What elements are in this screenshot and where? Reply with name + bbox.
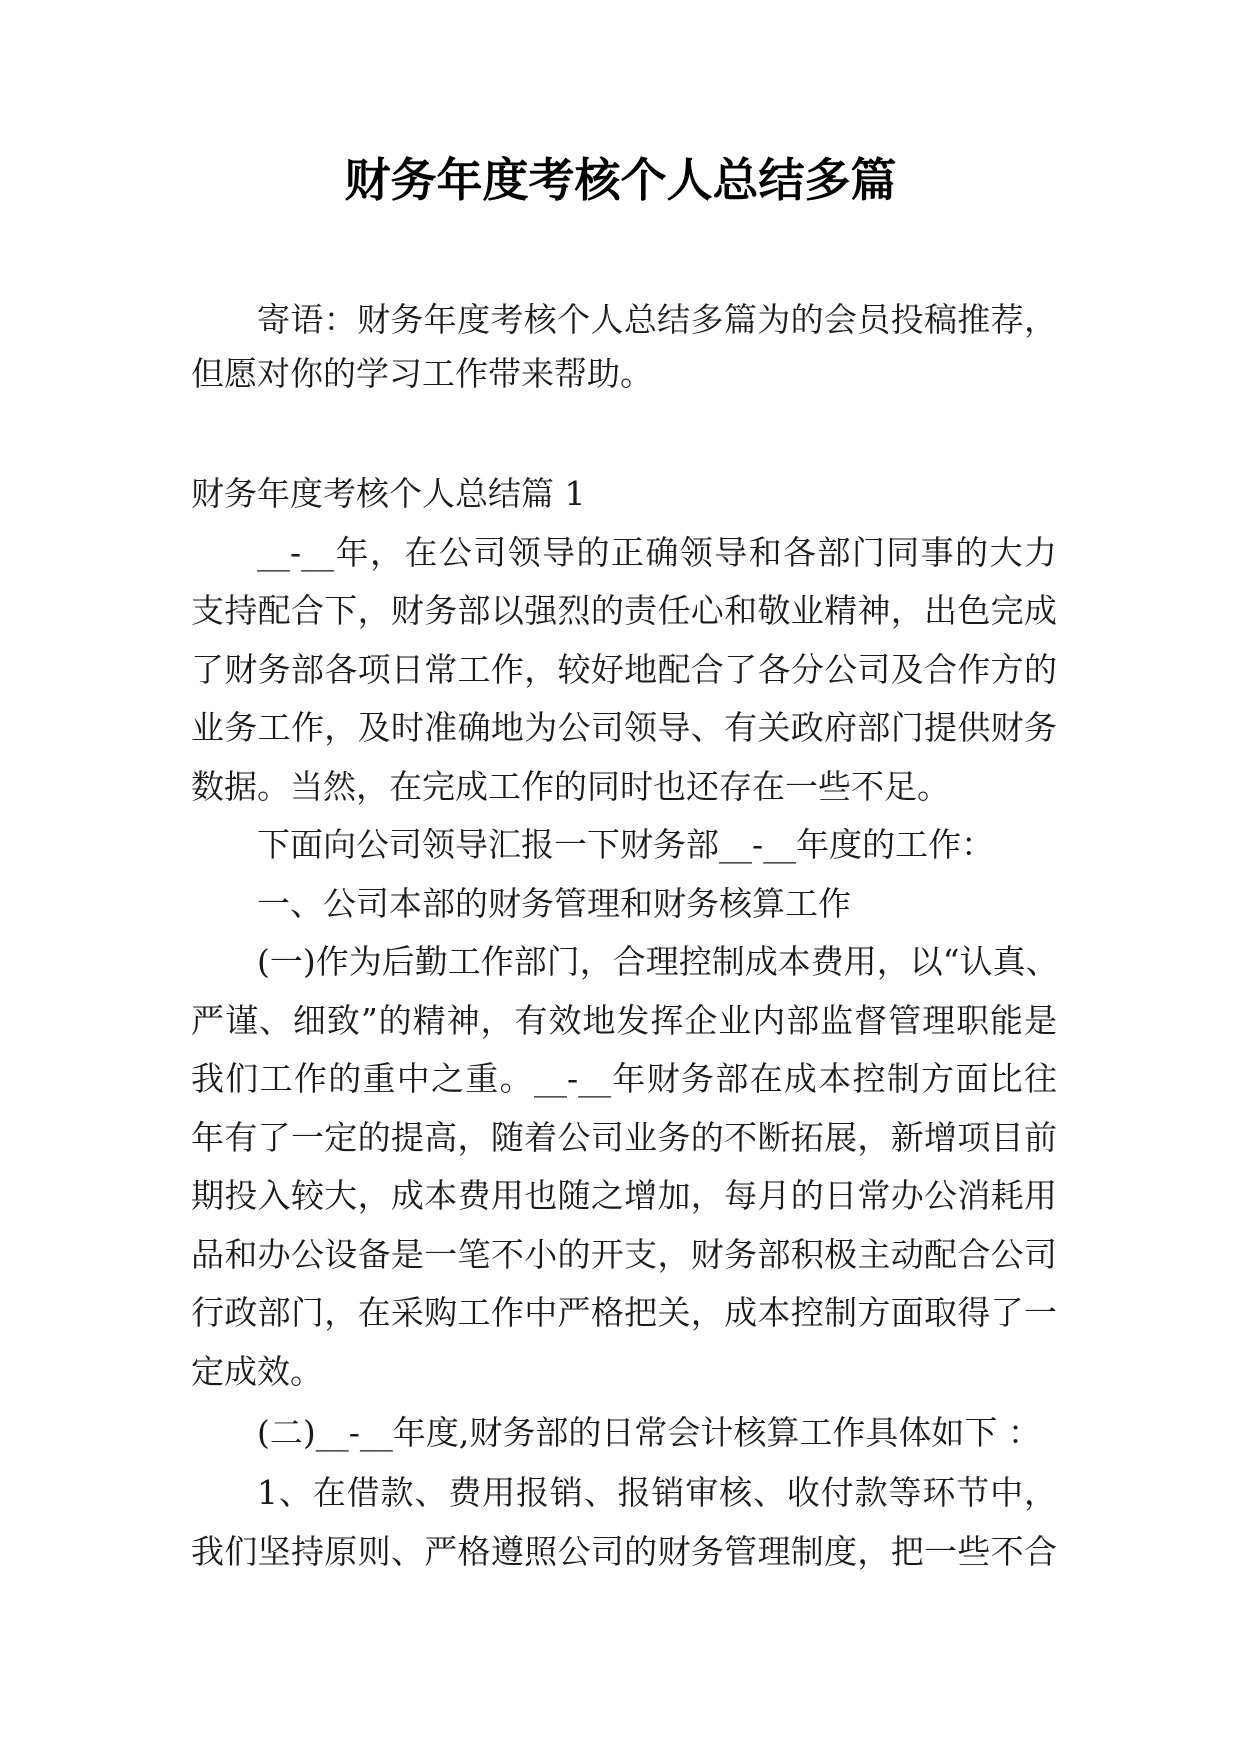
paragraph-intro: [191, 524, 1057, 817]
paragraph-line: 了财务部各项日常工作，较好地配合了各分公司及合作方的: [191, 649, 1057, 689]
paragraph-line: (二)__-__年度,财务部的日常会计核算工作具体如下 ：: [257, 1413, 1041, 1452]
article-body: [191, 465, 1057, 1582]
paragraph-line: 业务工作，及时准确地为公司领导、有关政府部门提供财务: [191, 708, 1057, 747]
paragraph-line: 期投入较大，成本费用也随之增加，每月的日常办公消耗用: [191, 1176, 1057, 1215]
paragraph-accounting-lead: [191, 1404, 1057, 1463]
paragraph-line: 数据。当然，在完成工作的同时也还存在一些不足。: [191, 766, 950, 806]
paragraph-report-lead: [191, 816, 1057, 875]
paragraph-line: 1、在借款、费用报销、报销审核、收付款等环节中，: [257, 1472, 1057, 1512]
paragraph-line: 我们坚持原则、严格遵照公司的财务管理制度，把一些不合: [191, 1532, 1057, 1571]
paragraph-line: 严谨、细致”的精神，有效地发挥企业内部监督管理职能是: [191, 1000, 1057, 1040]
preface-paragraph: [191, 293, 1057, 401]
paragraph-reimbursement: [191, 1463, 1057, 1582]
paragraph-line: 支持配合下，财务部以强烈的责任心和敬业精神，出色完成: [191, 591, 1057, 630]
document-title: 财务年度考核个人总结多篇: [344, 153, 897, 207]
paragraph-line: 年有了一定的提高，随着公司业务的不断拓展，新增项目前: [191, 1117, 1057, 1157]
subsection-heading: [191, 875, 1057, 934]
paragraph-line: 下面向公司领导汇报一下财务部__-__年度的工作：: [257, 825, 995, 864]
paragraph-line: 我们工作的重中之重。__-__年财务部在成本控制方面比往: [191, 1059, 1057, 1098]
section-heading: 财务年度考核个人总结篇 1: [191, 474, 586, 513]
paragraph-line: 定成效。: [191, 1351, 323, 1391]
paragraph-line: 一、公司本部的财务管理和财务核算工作: [257, 883, 851, 923]
paragraph-line: (一)作为后勤工作部门，合理控制成本费用，以“认真、: [257, 942, 1059, 981]
paragraph-line: __-__年，在公司领导的正确领导和各部门同事的大力: [257, 532, 1057, 572]
preface-line: 但愿对你的学习工作带来帮助。: [191, 354, 653, 393]
paragraph-line: 品和办公设备是一笔不小的开支，财务部积极主动配合公司: [191, 1234, 1057, 1274]
preface-line: 寄语：财务年度考核个人总结多篇为的会员投稿推荐，: [257, 300, 1057, 339]
paragraph-cost-control: [191, 933, 1057, 1401]
paragraph-line: 行政部门，在采购工作中严格把关，成本控制方面取得了一: [191, 1293, 1057, 1332]
